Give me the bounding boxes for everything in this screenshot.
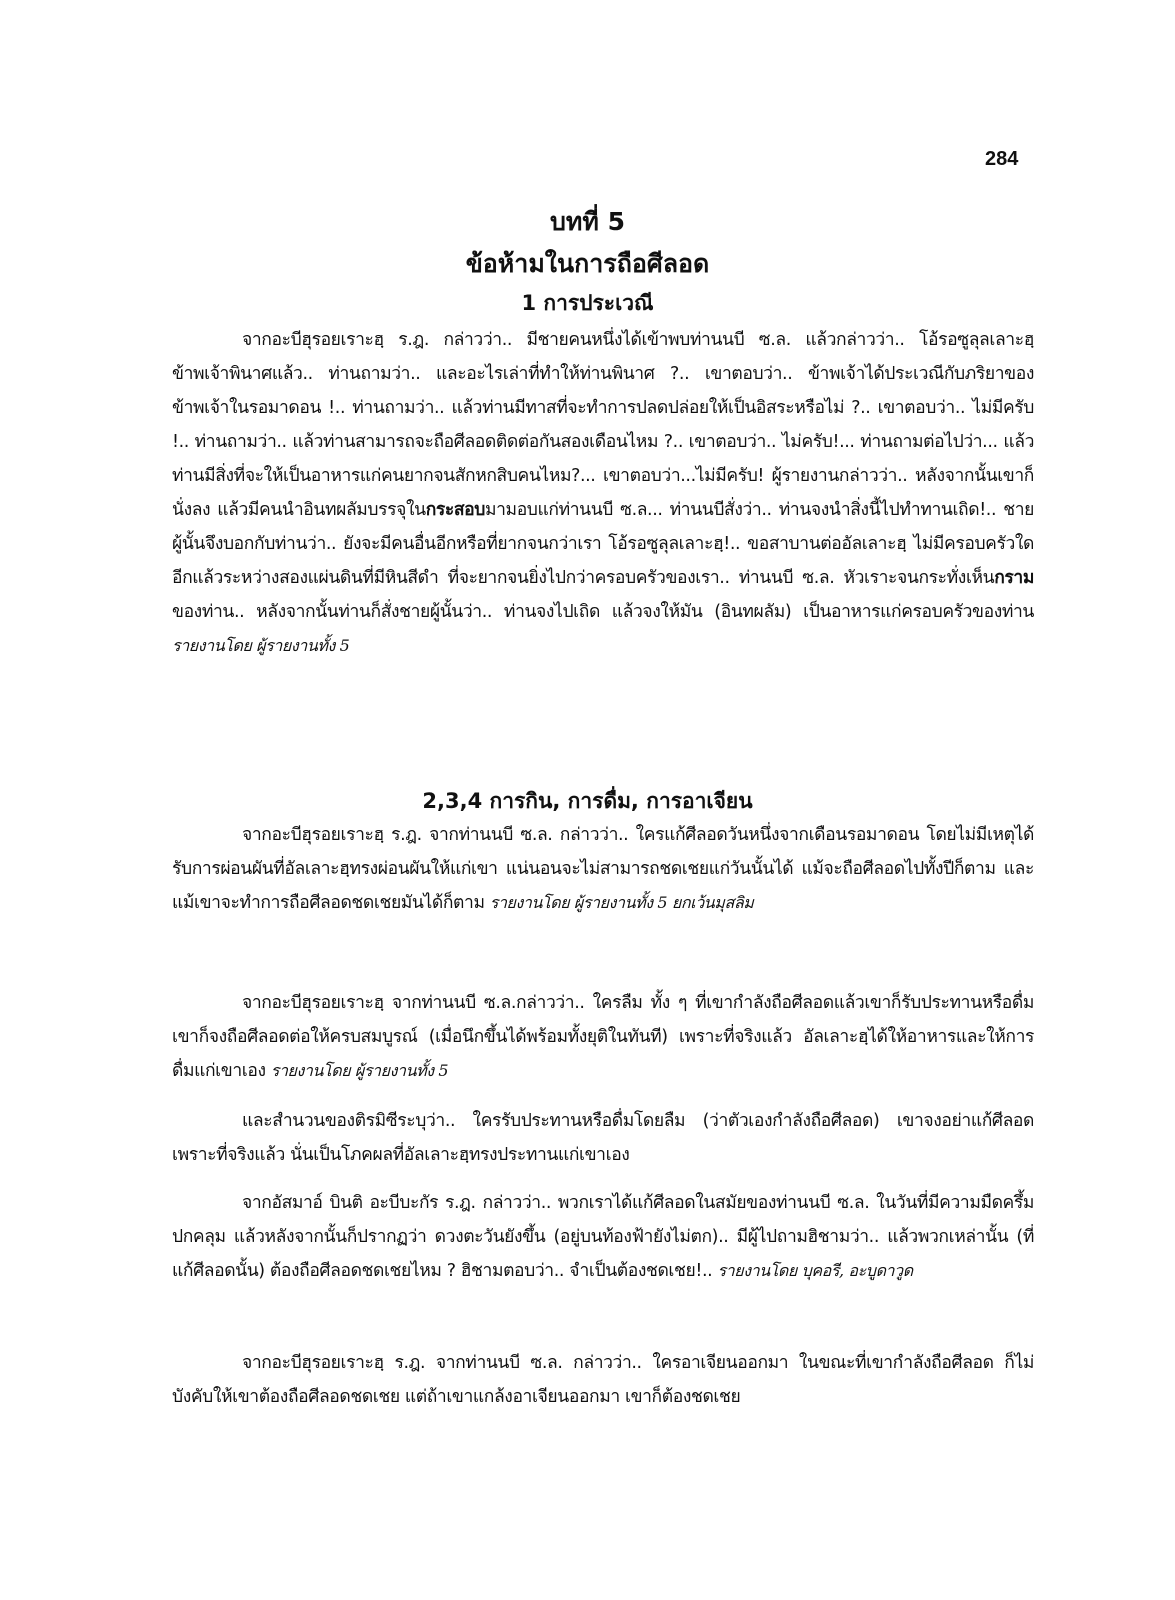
chapter-label: บทที่ 5	[550, 207, 625, 236]
narrator-reference: รายงานโดย ผู้รายงานทั้ง 5	[270, 1061, 449, 1080]
chapter-title: ข้อห้ามในการถือศีลอด	[465, 249, 710, 278]
paragraph-forgetting-hadith	[172, 986, 1034, 1088]
narrator-reference: รายงานโดย บุคอรี, อะบูดาวูด	[717, 1261, 913, 1280]
section-heading-intercourse: 1 การประเวณี	[521, 291, 654, 315]
paragraph-text: จากอะบีฮุรอยเราะฮฺ ร.ฎ. จากท่านนบี ซ.ล. กล่าวว่า.. ใครแก้ศีลอดวันหนึ่งจากเดือนรอมาดอน โดยไม่มีเหตุได้รับการผ่อนผันที่อัลเลาะฮฺทรงผ่อนผันให้แก่เขา แน่นอนจะไม่สามารถชดเชยแก่วันนั้นได้ แม้จะถือศีลอดไปทั้งปีก็ตาม และแม้เขาจะทำการถือศีลอดชดเชยมันได้ก็ตาม	[172, 825, 1034, 913]
paragraph-text: ของท่าน.. หลังจากนั้นท่านก็สั่งชายผู้นั้นว่า.. ท่านจงไปเถิด แล้วจงให้มัน (อินทผลัม) เป็นอาหารแก่ครอบครัวของท่าน	[172, 602, 1034, 622]
bold-term-sack: กระสอบ	[425, 500, 485, 520]
paragraph-text: และสำนวนของติรมิซีระบุว่า.. ใครรับประทานหรือดื่มโดยลืม (ว่าตัวเองกำลังถือศีลอด) เขาจงอย่าแก้ศีลอด เพราะที่จริงแล้ว นั่นเป็นโภคผลที่อัลเลาะฮฺทรงประทานแก่เขาเอง	[172, 1111, 1034, 1165]
paragraph-text: จากอะบีฮุรอยเราะฮฺ จากท่านนบี ซ.ล.กล่าวว่า.. ใครลืม ทั้ง ๆ ที่เขากำลังถือศีลอดแล้วเขาก็รับประทานหรือดื่ม เขาก็จงถือศีลอดต่อให้ครบสมบูรณ์ (เมื่อนึกขึ้นได้พร้อมทั้งยุติในทันที) เพราะที่จริงแล้ว อัลเลาะฮฺได้ให้อาหารและให้การดื่มแก่เขาเอง	[172, 993, 1034, 1081]
section-heading-eating-drinking-vomiting: 2,3,4 การกิน, การดื่ม, การอาเจียน	[422, 789, 753, 813]
paragraph-text: จากอะบีฮุรอยเราะฮฺ ร.ฎ. จากท่านนบี ซ.ล. กล่าวว่า.. ใครอาเจียนออกมา ในขณะที่เขากำลังถือศีลอด ก็ไม่บังคับให้เขาต้องถือศีลอดชดเชย แต่ถ้าเขาแกล้งอาเจียนออกมา เขาก็ต้องชดเชย	[172, 1353, 1034, 1407]
paragraph-text: จากอัสมาอ์ บินติ อะบีบะกัร ร.ฎ. กล่าวว่า.. พวกเราได้แก้ศีลอดในสมัยของท่านนบี ซ.ล. ในวันที่มีความมืดครึ้มปกคลุม แล้วหลังจากนั้นก็ปรากฏว่า ดวงตะวันยังขึ้น (อยู่บนท้องฟ้ายังไม่ตก).. มีผู้ไปถามฮิชามว่า.. แล้วพวกเหล่านั้น (ที่แก้ศีลอดนั้น) ต้องถือศีลอดชดเชยไหม ? ฮิชามตอบว่า.. จำเป็นต้องชดเชย!..	[172, 1193, 1034, 1281]
narrator-reference: รายงานโดย ผู้รายงานทั้ง 5	[172, 636, 350, 655]
paragraph-tirmidhi-version	[172, 1104, 1034, 1172]
narrator-reference: รายงานโดย ผู้รายงานทั้ง 5 ยกเว้นมุสลิม	[489, 893, 754, 912]
paragraph-intercourse-hadith	[172, 323, 1034, 663]
paragraph-breaking-fast-hadith	[172, 818, 1034, 920]
paragraph-text: มามอบแก่ท่านนบี ซ.ล... ท่านนบีสั่งว่า.. ท่านจงนำสิ่งนี้ไปทำทานเถิด!.. ชายผู้นั้นจึงบอกกับท่านว่า.. ยังจะมีคนอื่นอีกหรือที่ยากจนกว่าเรา โอ้รอซูลุลเลาะฮฺ!.. ขอสาบานต่ออัลเลาะฮฺ ไม่มีครอบครัวใดอีกแล้วระหว่างสองแผ่นดินที่มีหินสีดำ ที่จะยากจนยิ่งไปกว่าครอบครัวของเรา.. ท่านนบี ซ.ล. หัวเราะจนกระทั่งเห็น	[172, 500, 1034, 588]
paragraph-asma-hadith	[172, 1186, 1034, 1288]
paragraph-text: จากอะบีฮุรอยเราะฮฺ ร.ฎ. กล่าวว่า.. มีชายคนหนึ่งได้เข้าพบท่านนบี ซ.ล. แล้วกล่าวว่า.. โอ้รอซูลุลเลาะฮฺ ข้าพเจ้าพินาศแล้ว.. ท่านถามว่า.. และอะไรเล่าที่ทำให้ท่านพินาศ ?.. เขาตอบว่า.. ข้าพเจ้าได้ประเวณีกับภริยาของข้าพเจ้าในรอมาดอน !.. ท่านถามว่า.. แล้วท่านมีทาสที่จะทำการปลดปล่อยให้เป็นอิสระหรือไม่ ?.. เขาตอบว่า.. ไม่มีครับ !.. ท่านถามว่า.. แล้วท่านสามารถจะถือศีลอดติดต่อกันสองเดือนไหม ?.. เขาตอบว่า.. ไม่ครับ!... ท่านถามต่อไปว่า... แล้วท่านมีสิ่งที่จะให้เป็นอาหารแก่คนยากจนสักหกสิบคนไหม?... เขาตอบว่า...ไม่มีครับ! ผู้รายงานกล่าวว่า.. หลังจากนั้นเขาก็นั่งลง แล้วมีคนนำอินทผลัมบรรจุใน	[172, 330, 1034, 520]
bold-term-molar: กราม	[994, 568, 1034, 588]
page-number: 284	[985, 148, 1019, 170]
paragraph-vomiting-hadith	[172, 1346, 1034, 1414]
